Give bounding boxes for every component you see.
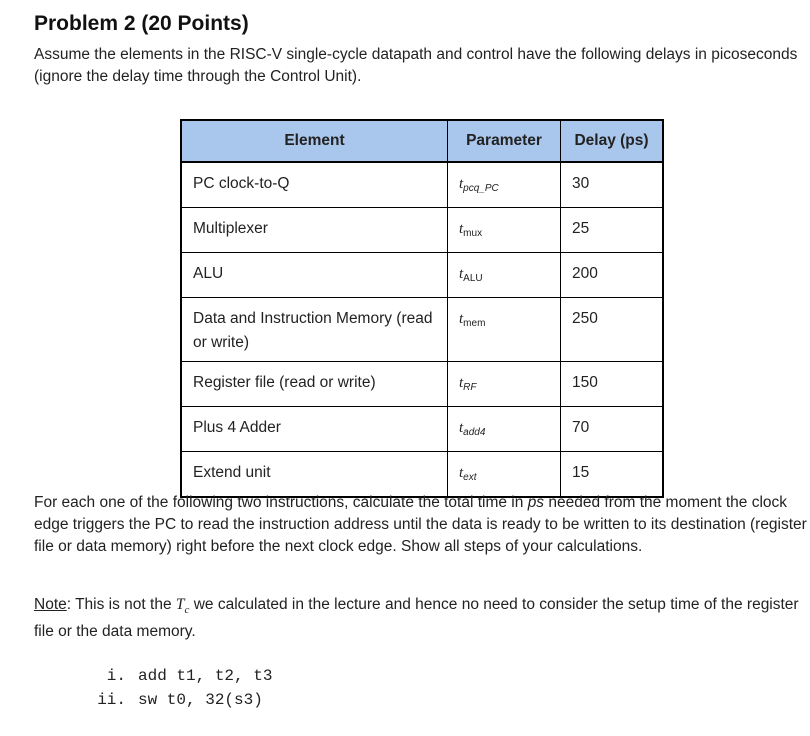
note-label: Note xyxy=(34,596,67,613)
para-text-1: For each one of the following two instructions, calculate the total time in xyxy=(34,494,528,511)
parameter-cell xyxy=(448,407,561,452)
note-text-2: we calculated in the lecture and hence no need to consider the setup time of the register file or the data memory. xyxy=(34,596,799,641)
delay-cell: 250 xyxy=(561,298,664,362)
header-element: Element xyxy=(181,120,448,162)
delay-cell: 15 xyxy=(561,452,664,498)
list-number: i. xyxy=(106,667,126,685)
tc-base: T xyxy=(175,596,185,613)
parameter-cell xyxy=(448,452,561,498)
instruction-list xyxy=(74,664,272,712)
list-number: ii. xyxy=(97,691,126,709)
para-text-2: needed from the moment the clock edge triggers the PC to read the instruction address until the data is ready to be written to its destination (register file or data memory) right before the next clock edge. Show all steps of your calculations. xyxy=(34,494,807,555)
parameter-cell xyxy=(448,298,561,362)
parameter-cell xyxy=(448,162,561,208)
param-base: t xyxy=(459,176,464,192)
list-item xyxy=(74,664,272,688)
param-base: t xyxy=(459,420,464,436)
table-row xyxy=(181,162,663,208)
table-header-row xyxy=(181,120,663,162)
param-base: t xyxy=(459,311,464,327)
delay-table xyxy=(180,119,664,498)
intro-text: Assume the elements in the RISC-V single-cycle datapath and control have the following delays in picoseconds (ignore the delay time through the Control Unit). xyxy=(34,46,798,85)
element-cell: Extend unit xyxy=(181,452,448,498)
tc-symbol xyxy=(175,596,190,617)
header-delay: Delay (ps) xyxy=(561,120,664,162)
element-cell: ALU xyxy=(181,253,448,298)
param-base: t xyxy=(459,266,464,282)
delay-cell: 150 xyxy=(561,362,664,407)
param-sub: mem xyxy=(463,318,486,329)
element-cell: Data and Instruction Memory (read or write) xyxy=(181,298,448,362)
param-sub: ext xyxy=(463,472,477,483)
table-row xyxy=(181,253,663,298)
list-item xyxy=(74,688,272,712)
table-row xyxy=(181,208,663,253)
param-sub: mux xyxy=(463,228,483,239)
table-row xyxy=(181,407,663,452)
instruction-code: sw t0, 32(s3) xyxy=(138,691,263,709)
table-row xyxy=(181,452,663,498)
delay-cell: 30 xyxy=(561,162,664,208)
param-base: t xyxy=(459,465,464,481)
param-sub: RF xyxy=(463,382,477,393)
param-sub: add4 xyxy=(463,427,486,438)
parameter-cell xyxy=(448,208,561,253)
instruction-code: add t1, t2, t3 xyxy=(138,667,273,685)
header-parameter: Parameter xyxy=(448,120,561,162)
parameter-cell xyxy=(448,253,561,298)
param-sub: ALU xyxy=(463,273,483,284)
ps-unit: ps xyxy=(527,494,545,511)
element-cell: PC clock-to-Q xyxy=(181,162,448,208)
note-text-1: : This is not the xyxy=(66,596,176,613)
tc-sub: c xyxy=(184,604,190,617)
element-cell: Register file (read or write) xyxy=(181,362,448,407)
note-paragraph xyxy=(34,594,804,643)
delay-cell: 25 xyxy=(561,208,664,253)
table-row xyxy=(181,362,663,407)
problem-title: Problem 2 (20 Points) xyxy=(34,12,249,35)
param-base: t xyxy=(459,375,464,391)
delay-cell: 70 xyxy=(561,407,664,452)
delay-cell: 200 xyxy=(561,253,664,298)
param-sub: pcq_PC xyxy=(463,183,499,194)
param-base: t xyxy=(459,221,464,237)
parameter-cell xyxy=(448,362,561,407)
element-cell: Plus 4 Adder xyxy=(181,407,448,452)
element-cell: Multiplexer xyxy=(181,208,448,253)
instructions-paragraph xyxy=(34,492,810,558)
table-row xyxy=(181,298,663,362)
